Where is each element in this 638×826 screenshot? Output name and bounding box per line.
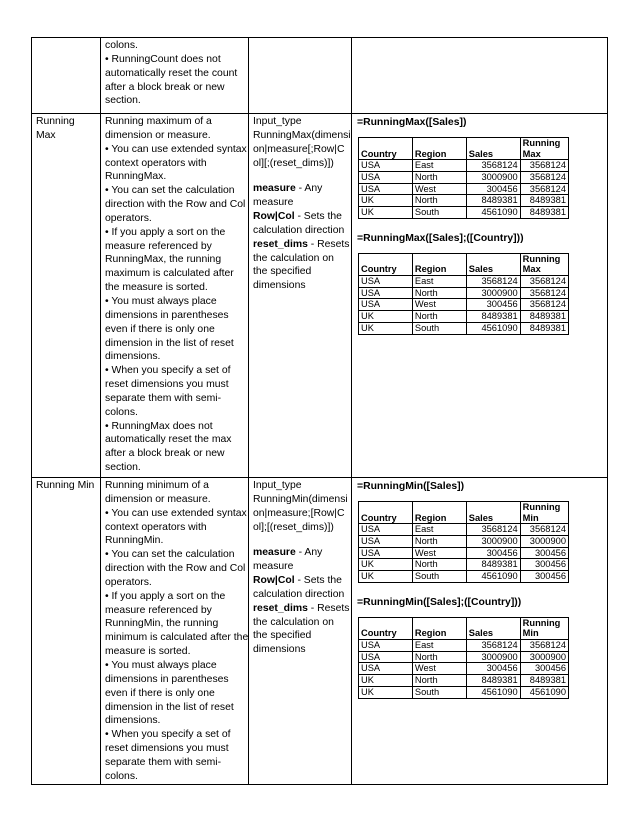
cell: 300456 [520,559,568,571]
header-running [520,137,568,159]
example-cell [352,38,608,114]
example-row [359,287,569,299]
cell: 3568124 [520,183,568,195]
param-rowcol [253,210,347,224]
example-header-row [359,617,569,639]
example-row [359,640,569,652]
syntax-line: ol][;(reset_dims)]) [253,157,334,169]
header-running [520,501,568,523]
cell: North [412,311,466,323]
param-text: - Resets [307,602,350,614]
cell: 3568124 [466,276,520,288]
description-line: RunningMax. [105,171,167,183]
cell: North [412,195,466,207]
param-text: measure [253,197,294,209]
description-line: RunningMin. [105,535,164,547]
syntax-line: RunningMin(dimensi [253,493,348,505]
header-country: Country [359,501,413,523]
header-running [520,617,568,639]
description-line: reset dimensions you must [105,379,229,391]
cell: USA [359,276,413,288]
param-text: - Any [295,183,323,195]
description-line: measure referenced by [105,240,212,252]
description-line: • When you specify a set of [105,365,231,377]
header-country: Country [359,137,413,159]
cell: 3568124 [520,640,568,652]
cell: USA [359,160,413,172]
header-region: Region [412,253,466,275]
description-line: dimensions. [105,351,161,363]
cell: 3568124 [466,524,520,536]
cell: 3000900 [466,535,520,547]
example-table [358,501,569,583]
description-line: minimum is calculated after the [105,632,249,644]
table-row-running-max [32,114,608,478]
cell: East [412,276,466,288]
cell: 4561090 [520,686,568,698]
cell: East [412,524,466,536]
syntax-line: ol];[(reset_dims)]) [253,521,334,533]
cell: 8489381 [466,311,520,323]
cell: 4561090 [466,207,520,219]
cell: 8489381 [520,311,568,323]
header-region: Region [412,501,466,523]
header-running-line2: Max [522,264,541,275]
description-line: direction with the Row and Col [105,563,246,575]
param-term: Row|Col [253,575,295,587]
syntax-line: on|measure;[Row|C [253,507,345,519]
description-line: dimensions in parentheses [105,673,229,685]
param-rowcol [253,574,347,588]
example-row [359,547,569,559]
cell: 3568124 [520,287,568,299]
syntax-label: Input_type [253,480,302,491]
description-line: operators. [105,212,152,224]
cell: 8489381 [520,322,568,334]
example-row [359,535,569,547]
cell: 8489381 [466,195,520,207]
description-line: after a block break or new [105,448,225,460]
header-running [520,253,568,275]
header-running-line1: Running [522,501,561,512]
header-running-line1: Running [522,617,561,628]
cell: West [412,183,466,195]
cell: 3000900 [520,651,568,663]
function-name [32,478,101,785]
cell: 3568124 [466,160,520,172]
param-reset [253,602,350,616]
description-line: colons. [105,40,138,51]
cell: 300456 [520,571,568,583]
cell: 8489381 [520,195,568,207]
param-text: the specified [253,630,312,642]
description-line: measure is sorted. [105,646,191,658]
param-measure [253,546,347,560]
cell: 4561090 [466,571,520,583]
description-line: • You can set the calculation [105,549,235,561]
description-line: separate them with semi- [105,756,222,768]
cell: North [412,675,466,687]
cell: 300456 [466,299,520,311]
description-line: context operators with [105,157,207,169]
cell: UK [359,559,413,571]
cell: 3568124 [520,171,568,183]
description-line: colons. [105,770,138,782]
cell: 8489381 [466,675,520,687]
header-sales: Sales [466,253,520,275]
name-cell [32,38,101,114]
header-running-line2: Min [522,628,539,639]
description-line: • If you apply a sort on the [105,590,226,602]
param-text: the calculation on [253,616,334,628]
description-line: • You can use extended syntax [105,507,247,519]
param-text: - Sets the [294,575,342,587]
cell: USA [359,547,413,559]
syntax-line: RunningMax(dimensi [253,129,351,141]
header-sales: Sales [466,137,520,159]
cell: 300456 [520,663,568,675]
header-running-line1: Running [522,253,561,264]
example-row [359,195,569,207]
example-row [359,651,569,663]
cell: North [412,171,466,183]
param-text: - Sets the [294,211,342,223]
description-line: • You can set the calculation [105,185,235,197]
cell: 4561090 [466,686,520,698]
description-line: automatically reset the max [105,434,232,446]
table-row-running-min [32,478,608,785]
cell: USA [359,171,413,183]
example-table [358,253,569,335]
syntax-label: Input_type [253,116,302,127]
cell: West [412,547,466,559]
example-row [359,183,569,195]
syntax-cell [249,114,352,478]
cell: USA [359,535,413,547]
description-line: RunningMax, the running [105,254,222,266]
param-text: dimensions [253,280,306,292]
cell: 300456 [520,547,568,559]
description-line: section. [105,462,141,474]
description-line: after a block break or new [105,81,225,93]
param-term: measure [253,547,296,559]
header-country: Country [359,617,413,639]
example-formula: =RunningMax([Sales]) [357,117,467,128]
syntax-cell [249,478,352,785]
example-header-row [359,253,569,275]
cell: 4561090 [466,322,520,334]
description-line: direction with the Row and Col [105,199,246,211]
cell: UK [359,207,413,219]
param-text: - Any [295,547,323,559]
description-line: dimensions in parentheses [105,309,229,321]
description-line: the measure is sorted. [105,282,208,294]
description-line: • RunningCount does not [105,53,221,65]
cell: UK [359,675,413,687]
description-line: automatically reset the count [105,67,238,79]
cell: UK [359,311,413,323]
header-country: Country [359,253,413,275]
example-table [358,137,569,219]
example-row [359,663,569,675]
param-measure [253,182,347,196]
description-cell [101,38,249,114]
cell: West [412,299,466,311]
cell: 8489381 [466,559,520,571]
description-line: dimension or measure. [105,129,211,141]
cell: East [412,640,466,652]
example-row [359,322,569,334]
param-text: - Resets [307,238,350,250]
cell: South [412,322,466,334]
description-line: context operators with [105,521,207,533]
cell: USA [359,651,413,663]
header-sales: Sales [466,617,520,639]
cell: 3568124 [466,640,520,652]
description-line: • RunningMax does not [105,420,213,432]
cell: South [412,686,466,698]
param-term: measure [253,183,296,195]
header-running-line2: Max [522,148,541,159]
description-line: dimension or measure. [105,493,211,505]
example-formula: =RunningMin([Sales];([Country])) [357,596,522,608]
cell: USA [359,287,413,299]
cell: 8489381 [520,207,568,219]
syntax-cell [249,38,352,114]
description-line: measure referenced by [105,604,212,616]
example-cell [352,478,608,785]
param-term: reset_dims [253,238,308,250]
cell: North [412,287,466,299]
param-text: calculation direction [253,224,345,236]
param-text: measure [253,561,294,573]
cell: 300456 [466,547,520,559]
param-text: the specified [253,266,312,278]
header-region: Region [412,617,466,639]
example-row [359,675,569,687]
cell: 3000900 [520,535,568,547]
cell: North [412,559,466,571]
example-row [359,524,569,536]
cell: 3000900 [466,171,520,183]
syntax-line: on|measure[;Row|C [253,143,345,155]
header-sales: Sales [466,501,520,523]
cell: 300456 [466,183,520,195]
description-cell [101,478,249,785]
header-region: Region [412,137,466,159]
example-table [358,617,569,699]
param-text: the calculation on [253,252,334,264]
description-line: dimensions. [105,715,161,727]
example-row [359,160,569,172]
header-running-line2: Min [522,512,539,523]
example-header-row [359,501,569,523]
table-row-continuation [32,38,608,114]
cell: 3000900 [466,651,520,663]
example-row [359,171,569,183]
cell: USA [359,183,413,195]
cell: USA [359,299,413,311]
cell: UK [359,571,413,583]
description-line: Running maximum of a [105,116,212,127]
cell: 300456 [466,663,520,675]
cell: 8489381 [520,675,568,687]
description-line: colons. [105,406,138,418]
description-line: • You must always place [105,295,217,307]
cell: South [412,571,466,583]
description-line: separate them with semi- [105,392,222,404]
description-line: even if there is only one [105,323,215,335]
example-row [359,276,569,288]
example-header-row [359,137,569,159]
description-line: dimension in the list of reset [105,337,234,349]
description-line: • If you apply a sort on the [105,226,226,238]
description-line: Running minimum of a [105,480,209,491]
description-line: • When you specify a set of [105,729,231,741]
cell: 3568124 [520,276,568,288]
function-name-text: Running Max [36,116,75,141]
example-row [359,571,569,583]
cell: 3568124 [520,299,568,311]
example-row [359,311,569,323]
example-row [359,299,569,311]
cell: North [412,535,466,547]
description-line: section. [105,95,141,107]
cell: West [412,663,466,675]
description-line: operators. [105,576,152,588]
description-line: reset dimensions you must [105,743,229,755]
cell: 3000900 [466,287,520,299]
cell: South [412,207,466,219]
example-formula: =RunningMax([Sales];([Country])) [357,232,524,244]
example-cell [352,114,608,478]
example-row [359,559,569,571]
example-row [359,207,569,219]
function-name [32,114,101,478]
functions-table [31,37,608,785]
cell: UK [359,686,413,698]
cell: 3568124 [520,160,568,172]
param-text: dimensions [253,644,306,656]
param-text: calculation direction [253,588,345,600]
cell: USA [359,640,413,652]
example-row [359,686,569,698]
cell: USA [359,524,413,536]
cell: UK [359,195,413,207]
cell: East [412,160,466,172]
description-line: dimension in the list of reset [105,701,234,713]
param-reset [253,238,350,252]
function-name-text: Running Min [36,480,95,491]
example-formula: =RunningMin([Sales]) [357,481,465,492]
cell: UK [359,322,413,334]
cell: 3568124 [520,524,568,536]
param-term: reset_dims [253,602,308,614]
description-line: maximum is calculated after [105,268,234,280]
description-line: • You must always place [105,659,217,671]
param-term: Row|Col [253,211,295,223]
description-line: • You can use extended syntax [105,143,247,155]
header-running-line1: Running [522,137,561,148]
cell: USA [359,663,413,675]
description-line: even if there is only one [105,687,215,699]
cell: North [412,651,466,663]
description-cell [101,114,249,478]
description-line: RunningMin, the running [105,618,219,630]
